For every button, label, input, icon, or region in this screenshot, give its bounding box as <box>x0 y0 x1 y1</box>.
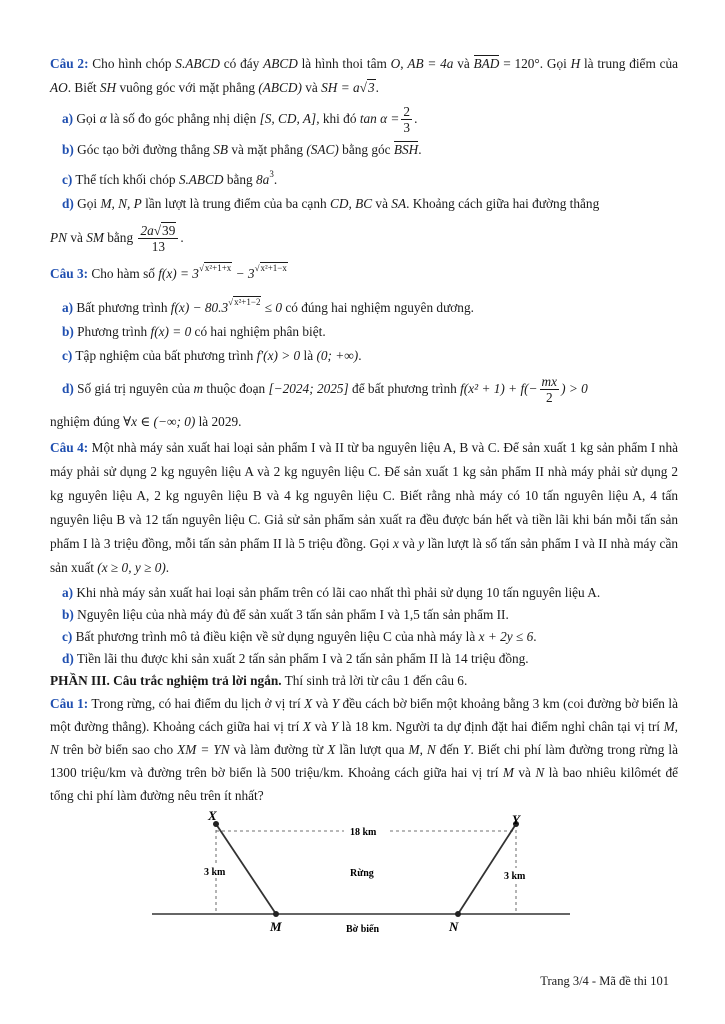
math: = 120° <box>499 56 540 71</box>
text: và <box>67 230 87 245</box>
option-label: b) <box>62 607 74 622</box>
math: SA <box>391 196 407 211</box>
page-footer: Trang 3/4 - Mã đề thi 101 <box>540 974 669 988</box>
exponent: √x²+1+x <box>198 263 232 273</box>
text: thuộc đoạn <box>203 381 269 396</box>
text: , khi đó <box>316 111 360 126</box>
text: và <box>453 56 474 71</box>
text: Tiền lãi thu được khi sản xuất 2 tấn sản phẩm I và 2 tấn sản phẩm II là 14 triệu đồng. <box>73 651 529 666</box>
text: Tập nghiệm của bất phương trình <box>72 348 257 363</box>
text: là trung điểm của <box>580 56 679 71</box>
part-title: PHẦN III. Câu trắc nghiệm trả lời ngắn. <box>50 673 282 688</box>
label-forest: Rừng <box>350 868 374 879</box>
math: XM = YN <box>177 742 230 757</box>
numerator: 2a√39 <box>138 223 178 239</box>
option-label: a) <box>62 300 74 315</box>
text: . Khoảng cách giữa hai đường thẳng <box>406 196 600 211</box>
text: và mặt phẳng <box>228 142 307 157</box>
question-4-a <box>50 582 678 604</box>
text: và <box>312 696 332 711</box>
math: − 3 <box>232 266 255 281</box>
text: Số giá trị nguyên của <box>73 381 194 396</box>
label-X: X <box>208 808 217 823</box>
math: N <box>426 742 436 757</box>
option-label: b) <box>62 324 74 339</box>
text: Bất phương trình <box>73 300 171 315</box>
text: Phương trình <box>73 324 151 339</box>
text: , <box>419 742 427 757</box>
option-label: d) <box>62 651 74 666</box>
math: m <box>193 381 204 396</box>
math: α <box>99 111 107 126</box>
text: vuông góc với mặt phẳng <box>116 80 259 95</box>
text: . <box>358 348 362 363</box>
math: [S, CD, A] <box>259 111 317 126</box>
math: M <box>502 765 514 780</box>
text: . Gọi <box>539 56 571 71</box>
text: . <box>375 80 379 95</box>
text: lần lượt qua <box>335 742 409 757</box>
text: Trong rừng, có hai điểm du lịch ở vị trí <box>88 696 305 711</box>
point-N <box>455 911 461 917</box>
question-3-c <box>50 344 678 368</box>
math: (ABCD) <box>258 80 302 95</box>
math: X <box>304 696 313 711</box>
label-right-dist: 3 km <box>504 871 526 882</box>
question-1 <box>50 692 678 807</box>
text: là <box>300 348 317 363</box>
math: f(x) − 80.3 <box>170 300 229 315</box>
text: . <box>238 414 242 429</box>
math: CD, BC <box>329 196 373 211</box>
math: x²+1−x <box>260 263 287 273</box>
question-3-d <box>50 368 678 410</box>
part-3-header <box>50 670 678 692</box>
text: bằng <box>223 172 257 187</box>
text: Thể tích khối chóp <box>72 172 179 187</box>
math: ≤ 0 <box>261 300 283 315</box>
math: f(x) = 3 <box>158 266 199 281</box>
math: SH <box>99 80 117 95</box>
text: . <box>533 629 537 644</box>
text: . <box>414 111 418 126</box>
question-4 <box>50 436 678 580</box>
text: Góc tạo bởi đường thẳng <box>73 142 214 157</box>
question-3-b <box>50 320 678 344</box>
text: lần lượt là số tấn sản phẩm I và II nhà máy cần sản xuất <box>50 536 678 575</box>
math: y <box>418 536 425 551</box>
text: Bất phương trình mô tả điều kiện về sử dụng nguyên liệu C của nhà máy là <box>72 629 479 644</box>
math: ∀x ∈ (−∞; 0) <box>123 414 196 429</box>
math: AO <box>50 80 68 95</box>
text: , <box>400 56 408 71</box>
text: . <box>273 172 278 187</box>
math: SH = a <box>321 80 360 95</box>
question-2-b <box>50 138 678 162</box>
math: AB = 4a <box>407 56 454 71</box>
math: x²+1−2 <box>234 297 261 307</box>
label-N: N <box>449 919 459 934</box>
option-label: b) <box>62 142 74 157</box>
question-4-d <box>50 648 678 670</box>
question-3 <box>50 256 678 286</box>
label-coast: Bờ biển <box>346 924 380 935</box>
math: O <box>390 56 401 71</box>
denominator: 2 <box>545 390 553 406</box>
fraction <box>540 374 560 405</box>
math: x²+1+x <box>204 263 232 273</box>
math: ABCD <box>263 56 298 71</box>
math: Y <box>330 719 339 734</box>
text: là <box>195 414 212 429</box>
question-1-label: Câu 1: <box>50 696 89 711</box>
math: N <box>535 765 545 780</box>
option-label: c) <box>62 172 73 187</box>
math: X <box>302 719 312 734</box>
numerator: 2 <box>403 104 411 120</box>
text: . Biết chi phí làm đường trong rừng là 1300 triệu/km và đường trên bờ biển là 500 triệu/km. Khoảng cách giữa hai vị trí <box>50 742 678 780</box>
math-sqrt: 3 <box>367 80 375 95</box>
math: X <box>327 742 336 757</box>
denominator: 13 <box>151 239 166 255</box>
text: có đáy <box>220 56 264 71</box>
point-M <box>273 911 279 917</box>
text: có hai nghiệm phân biệt. <box>191 324 326 339</box>
text: bằng <box>103 230 137 245</box>
text: lần lượt là trung điểm của ba cạnh <box>141 196 330 211</box>
exponent: √x²+1−2 <box>228 297 261 307</box>
question-4-b <box>50 604 678 626</box>
math-angle: BSH <box>393 142 419 157</box>
denominator: 3 <box>403 120 411 136</box>
question-2-d <box>50 192 678 216</box>
question-2: Câu 2: Cho hình chóp S.ABCD có đáy ABCD là hình thoi tâm O, AB = 4a và BAD = 120°. Gọi H là trung điểm của AO. Biết SH vuông góc với mặt phẳng (ABCD) và SH = a√3. <box>50 56 679 95</box>
math-angle: BAD <box>473 56 500 71</box>
numerator: mx <box>541 374 558 390</box>
question-3-d-cont <box>50 410 678 434</box>
math: f(x) = 0 <box>150 324 192 339</box>
text: Cho hàm số <box>88 266 159 281</box>
label-Y: Y <box>512 812 520 827</box>
text: và làm đường từ <box>229 742 328 757</box>
math: S.ABCD <box>175 56 220 71</box>
math: (0; +∞) <box>316 348 359 363</box>
math: Y <box>463 742 471 757</box>
math: 2029 <box>211 414 239 429</box>
label-top-dist: 18 km <box>350 827 377 838</box>
text: Nguyên liệu của nhà máy đủ để sản xuất 3 tấn sản phẩm I và 1,5 tấn sản phẩm II. <box>73 607 509 622</box>
math: SB <box>213 142 229 157</box>
question-2-a <box>50 100 678 138</box>
option-label: a) <box>62 585 74 600</box>
coast-road-diagram <box>0 806 725 946</box>
text: và <box>513 765 536 780</box>
option-label: d) <box>62 196 74 211</box>
text: để bất phương trình <box>348 381 461 396</box>
math: SM <box>86 230 104 245</box>
math: f(x² + 1) + f(− <box>460 381 538 396</box>
text: là 18 km. Người ta dự định đặt hai điểm nghỉ chân tại vị trí <box>338 719 664 734</box>
question-3-a <box>50 290 678 320</box>
label-left-dist: 3 km <box>204 867 226 878</box>
text: là hình thoi tâm <box>297 56 391 71</box>
math: f′(x) > 0 <box>256 348 301 363</box>
math: (SAC) <box>306 142 339 157</box>
math: 2a <box>140 223 154 239</box>
option-label: c) <box>62 629 73 644</box>
exam-page <box>50 52 678 807</box>
option-label: c) <box>62 348 73 363</box>
math: M <box>408 742 420 757</box>
text: là bao nhiêu kilômét để tổng chi phí làm đường nêu trên ít nhất? <box>50 765 678 803</box>
math: tan α = <box>359 111 400 126</box>
math: (x ≥ 0, y ≥ 0) <box>97 560 166 575</box>
text: nghiệm đúng <box>50 414 124 429</box>
text: có đúng hai nghiệm nguyên dương. <box>282 300 474 315</box>
question-3-label: Câu 3: <box>50 266 89 281</box>
text: Cho hình chóp <box>88 56 176 71</box>
text: . <box>165 560 170 575</box>
math: x <box>392 536 399 551</box>
text: . <box>180 230 184 245</box>
math: M, N, P <box>100 196 142 211</box>
text: đến <box>435 742 464 757</box>
math: [−2024; 2025] <box>268 381 349 396</box>
question-2-d-cont <box>50 216 678 260</box>
math: Y <box>331 696 340 711</box>
text: và <box>301 80 322 95</box>
math: PN <box>50 230 67 245</box>
fraction <box>138 223 178 254</box>
math: x + 2y ≤ 6 <box>478 629 534 644</box>
math: 8a <box>256 172 270 187</box>
exponent: √x²+1−x <box>254 263 287 273</box>
text: Khi nhà máy sản xuất hai loại sản phẩm trên có lãi cao nhất thì phải sử dụng 10 tấn nguyên liệu A. <box>73 585 601 600</box>
math-sqrt: 39 <box>162 223 176 239</box>
text: đều cách bờ biển một khoảng bằng 3 km (coi đường bờ biển là một đường thẳng). Khoảng cách giữa hai vị trí <box>50 696 678 734</box>
text: . Biết <box>67 80 100 95</box>
text: và <box>311 719 331 734</box>
option-label: a) <box>62 111 74 126</box>
text: và <box>372 196 392 211</box>
text: trên bờ biển sao cho <box>58 742 178 757</box>
exponent: 3 <box>269 169 274 179</box>
math: H <box>570 56 581 71</box>
question-4-label: Câu 4: <box>50 440 89 455</box>
question-4-c <box>50 626 678 648</box>
text: là số đo góc phẳng nhị diện <box>106 111 260 126</box>
question-2-label: Câu 2: <box>50 56 89 71</box>
text: Thí sinh trả lời từ câu 1 đến câu 6. <box>281 673 468 688</box>
text: . <box>418 142 422 157</box>
text: và <box>398 536 419 551</box>
option-label: d) <box>62 381 74 396</box>
fraction <box>401 104 412 135</box>
math: S.ABCD <box>178 172 224 187</box>
math: ) > 0 <box>561 381 588 396</box>
math: M, N <box>50 719 679 757</box>
text: Một nhà máy sản xuất hai loại sản phẩm I và II từ ba nguyên liệu A, B và C. Để sản xuất 1 kg sản phẩm I nhà máy phải sử dụng 2 kg nguyên liệu A và 2 kg nguyên liệu C. Để sản xuất 1 kg sản phẩm II nhà máy phải sử dụng 2 kg nguyên liệu A, 2 kg nguyên liệu B và 4 kg nguyên liệu C. Biết rằng nhà máy có 10 tấn nguyên liệu A, 4 tấn nguyên liệu B và 12 tấn nguyên liệu C. Giả sử sản phẩm sản xuất ra đều được bán hết và tiền lãi khi bán mỗi tấn sản phẩm I là 3 triệu đồng, mỗi tấn sản phẩm II là 5 triệu đồng. Gọi <box>50 440 678 551</box>
text: bằng góc <box>338 142 394 157</box>
question-2-c <box>50 162 678 192</box>
text: Gọi <box>73 196 101 211</box>
text: Gọi <box>73 111 100 126</box>
label-M: M <box>270 919 282 934</box>
